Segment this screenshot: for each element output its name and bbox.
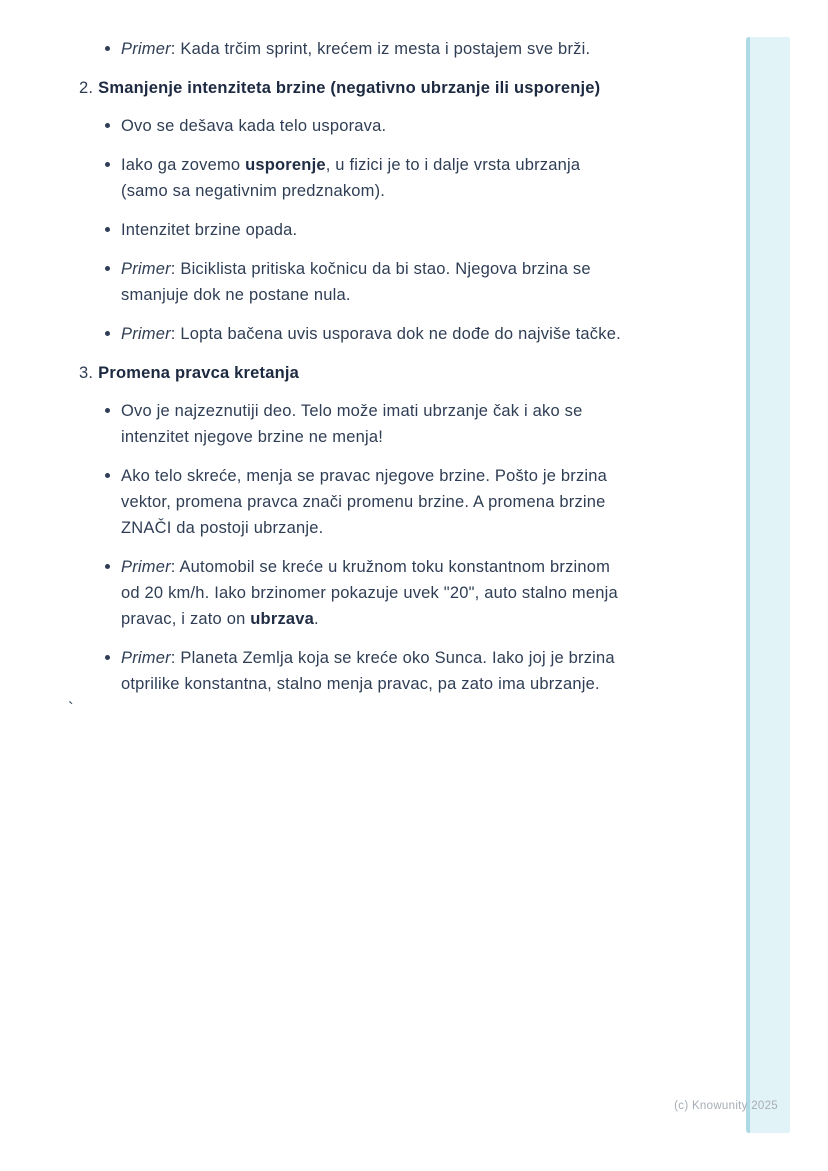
bullet-icon xyxy=(105,564,110,569)
list-item xyxy=(105,113,629,139)
bullet-icon xyxy=(105,227,110,232)
numbered-list xyxy=(0,75,700,697)
list-item xyxy=(105,645,629,697)
text-segment: Ovo je najzeznutiji deo. Telo može imati ubrzanje čak i ako se intenzitet njegove brzine ne menja! xyxy=(121,402,583,446)
numbered-item xyxy=(0,360,700,697)
bullet-text xyxy=(121,152,629,204)
bullet-list xyxy=(0,113,700,347)
bullet-icon xyxy=(105,473,110,478)
italic-text: Primer xyxy=(121,649,171,667)
bullet-icon xyxy=(105,123,110,128)
bullet-text xyxy=(121,321,629,347)
list-item xyxy=(105,463,629,541)
bullet-icon xyxy=(105,331,110,336)
bullet-icon xyxy=(105,162,110,167)
bullet-icon xyxy=(105,46,110,51)
highlight-stripe xyxy=(746,37,790,1133)
item-title: Promena pravca kretanja xyxy=(98,364,300,382)
copyright-notice: (c) Knowunity 2025 xyxy=(674,1100,778,1112)
item-number: 2. xyxy=(79,79,94,97)
bullet-list xyxy=(0,398,700,697)
text-segment: : Kada trčim sprint, krećem iz mesta i postajem sve brži. xyxy=(170,40,591,58)
item-heading xyxy=(79,75,700,101)
italic-text: Primer xyxy=(121,40,171,58)
bullet-text xyxy=(121,463,629,541)
bullet-text xyxy=(121,256,629,308)
notes-content xyxy=(0,36,700,710)
item-number: 3. xyxy=(79,364,94,382)
text-segment: : Lopta bačena uvis usporava dok ne dođe do najviše tačke. xyxy=(170,325,621,343)
bold-text: ubrzava xyxy=(250,610,315,628)
list-item xyxy=(105,152,629,204)
item-title: Smanjenje intenziteta brzine (negativno ubrzanje ili usporenje) xyxy=(98,79,601,97)
bold-text: usporenje xyxy=(245,156,326,174)
text-segment: : Planeta Zemlja koja se kreće oko Sunca. Iako joj je brzina otprilike konstantna, stalno menja pravac, pa zato ima ubrzanje. xyxy=(121,649,615,693)
text-segment: Ako telo skreće, menja se pravac njegove brzine. Pošto je brzina vektor, promena pravca znači promenu brzine. A promena brzine ZNAČI da postoji ubrzanje. xyxy=(121,467,608,537)
bullet-text xyxy=(121,645,629,697)
bullet-text xyxy=(121,217,629,243)
bullet-icon xyxy=(105,655,110,660)
bullet-text xyxy=(121,113,629,139)
italic-text: Primer xyxy=(121,260,171,278)
bullet-text xyxy=(121,398,629,450)
numbered-item xyxy=(0,75,700,347)
text-segment: Iako ga zovemo xyxy=(121,156,246,174)
list-item xyxy=(105,321,629,347)
italic-text: Primer xyxy=(121,325,171,343)
text-segment: . xyxy=(314,610,319,628)
bullet-icon xyxy=(105,408,110,413)
list-item xyxy=(105,217,629,243)
text-segment: Ovo se dešava kada telo usporava. xyxy=(121,117,387,135)
bullet-text xyxy=(121,554,629,632)
italic-text: Primer xyxy=(121,558,171,576)
text-segment: , u fizici je to i dalje vrsta ubrzanja (samo sa negativnim predznakom). xyxy=(121,156,581,200)
item-heading xyxy=(79,360,700,386)
list-item xyxy=(105,398,629,450)
text-segment: : Biciklista pritiska kočnicu da bi stao. Njegova brzina se smanjuje dok ne postane nula. xyxy=(121,260,591,304)
text-segment: : Automobil se kreće u kružnom toku konstantnom brzinom od 20 km/h. Iako brzinomer pokazuje uvek "20", auto stalno menja pravac, i zato on xyxy=(121,558,618,628)
text-segment: Intenzitet brzine opada. xyxy=(121,221,298,239)
list-item xyxy=(105,36,629,62)
list-item xyxy=(105,256,629,308)
stray-character: ` xyxy=(68,699,74,718)
bullet-icon xyxy=(105,266,110,271)
list-item xyxy=(105,554,629,632)
bullet-text xyxy=(121,36,629,62)
